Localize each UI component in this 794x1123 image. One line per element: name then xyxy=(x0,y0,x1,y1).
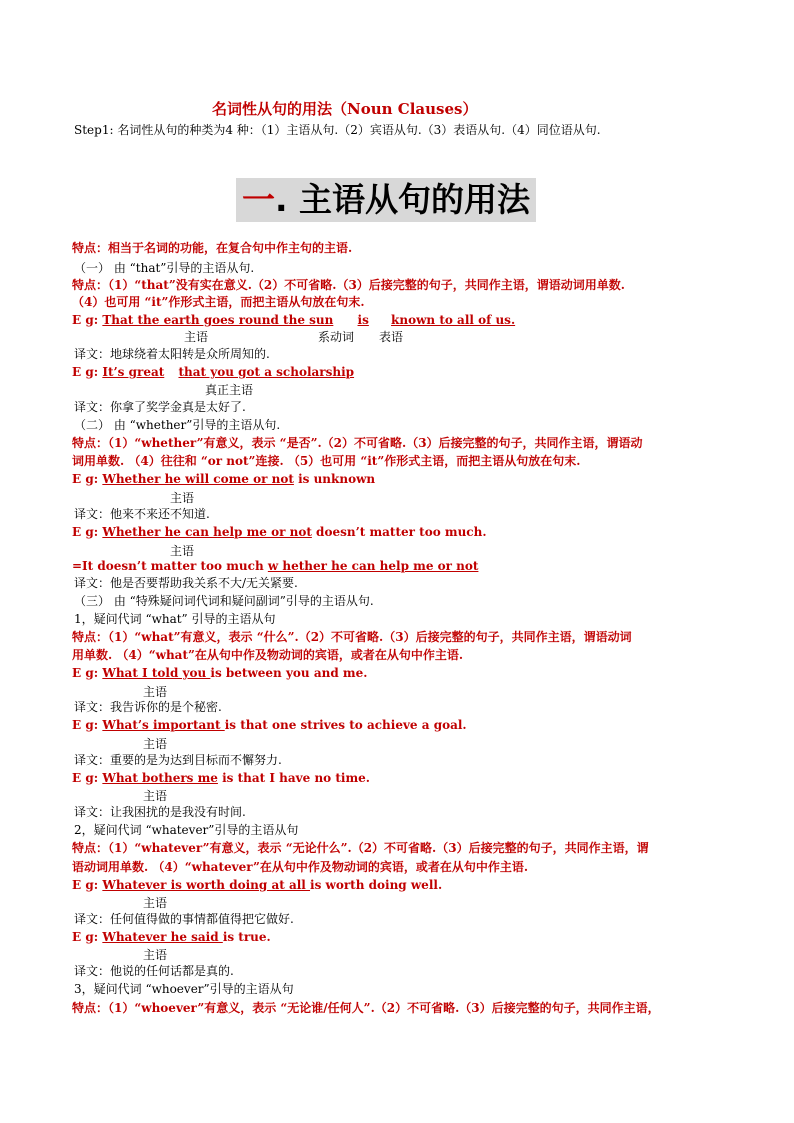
eg-label: E g: xyxy=(72,718,99,732)
label-subject: 主语 xyxy=(143,789,168,803)
section-banner xyxy=(236,178,536,222)
example-sentence xyxy=(72,718,467,733)
sentence-rest: is that I have no time. xyxy=(217,771,370,785)
eg-label: E g: xyxy=(72,525,99,539)
clause-subject: What I told you xyxy=(102,666,211,680)
example-sentence xyxy=(72,666,367,681)
translation: 译文：地球绕着太阳转是众所周知的. xyxy=(74,347,270,361)
label-real-subject: 真正主语 xyxy=(205,383,254,397)
sentence-rest: is unknown xyxy=(293,472,376,486)
translation: 译文：他来不来还不知道. xyxy=(74,507,210,521)
banner-text: . 主语从句的用法 xyxy=(275,180,531,219)
clause-subject: Whatever he said xyxy=(102,930,223,944)
label-subject: 主语 xyxy=(143,685,168,699)
clause-subject: w hether he can help me or not xyxy=(267,559,479,573)
clause-subject: Whatever is worth doing at all xyxy=(102,878,311,892)
banner-number: 一 xyxy=(242,180,275,219)
sentence-pre: =It doesn’t matter too much xyxy=(72,559,268,573)
part1-heading: （一） 由 “that”引导的主语从句. xyxy=(74,261,255,275)
example-sentence xyxy=(72,771,370,786)
part1-feature-1: 特点：（1）“that”没有实在意义.（2）不可省略.（3）后接完整的句子，共同作主语，谓语动词用单数. xyxy=(72,278,625,292)
page-title: 名词性从句的用法（Noun Clauses） xyxy=(212,100,478,118)
clause-linking-verb: is xyxy=(357,313,369,327)
subsection-whoever: 3，疑问代词 “whoever”引导的主语从句 xyxy=(74,982,294,996)
clause-text: It’s great xyxy=(102,365,165,379)
whoever-feature-1: 特点：（1）“whoever”有意义，表示 “无论谁/任何人”.（2）不可省略.（3）后接完整的句子，共同作主语， xyxy=(72,1001,660,1015)
what-feature-2: 用单数. （4）“what”在从句中作及物动词的宾语，或者在从句中作主语. xyxy=(72,648,464,662)
part3-heading: （三） 由 “特殊疑问词代词和疑问副词”引导的主语从句. xyxy=(74,594,374,608)
part2-feature-1: 特点：（1）“whether”有意义，表示 “是否”.（2）不可省略.（3）后接完整的句子，共同作主语，谓语动 xyxy=(72,436,643,450)
equivalent-sentence xyxy=(72,559,478,574)
eg-label: E g: xyxy=(72,666,99,680)
translation: 译文：重要的是为达到目标而不懈努力. xyxy=(74,753,282,767)
example-sentence xyxy=(72,878,442,893)
clause-predicative: known to all of us. xyxy=(391,313,516,327)
label-subject: 主语 xyxy=(170,491,195,505)
translation: 译文：任何值得做的事情都值得把它做好. xyxy=(74,912,294,926)
example-sentence xyxy=(72,313,515,328)
eg-label: E g: xyxy=(72,878,99,892)
label-subject: 主语 xyxy=(143,737,168,751)
sentence-rest: is that one strives to achieve a goal. xyxy=(224,718,467,732)
subsection-what: 1，疑问代词 “what” 引导的主语从句 xyxy=(74,612,276,626)
part2-heading: （二） 由 “whether”引导的主语从句. xyxy=(74,418,281,432)
eg-label: E g: xyxy=(72,930,99,944)
part2-feature-2: 词用单数. （4）往往和 “or not”连接. （5）也可用 “it”作形式主语，而把主语从句放在句末. xyxy=(72,454,581,468)
subsection-whatever: 2，疑问代词 “whatever”引导的主语从句 xyxy=(74,823,299,837)
example-sentence xyxy=(72,930,271,945)
part1-feature-2: （4）也可用 “it”作形式主语，而把主语从句放在句末. xyxy=(72,295,365,309)
clause-subject: What bothers me xyxy=(102,771,218,785)
clause-subject: Whether he can help me or not xyxy=(102,525,312,539)
label-predicative: 表语 xyxy=(379,330,404,344)
sentence-rest: is worth doing well. xyxy=(310,878,443,892)
translation: 译文：他是否要帮助我关系不大/无关紧要. xyxy=(74,576,298,590)
translation: 译文：他说的任何话都是真的. xyxy=(74,964,234,978)
sentence-rest: doesn’t matter too much. xyxy=(311,525,487,539)
example-sentence xyxy=(72,365,354,380)
label-subject: 主语 xyxy=(143,948,168,962)
label-subject: 主语 xyxy=(143,896,168,910)
sentence-rest: is between you and me. xyxy=(210,666,368,680)
whatever-feature-1: 特点：（1）“whatever”有意义，表示 “无论什么”.（2）不可省略.（3）后接完整的句子，共同作主语，谓 xyxy=(72,841,649,855)
label-subject: 主语 xyxy=(184,330,209,344)
what-feature-1: 特点：（1）“what”有意义，表示 “什么”.（2）不可省略.（3）后接完整的句子，共同作主语，谓语动词 xyxy=(72,630,632,644)
eg-label: E g: xyxy=(72,472,99,486)
label-linking-verb: 系动词 xyxy=(318,330,355,344)
whatever-feature-2: 语动词用单数. （4）“whatever”在从句中作及物动词的宾语，或者在从句中作主语. xyxy=(72,860,529,874)
label-subject: 主语 xyxy=(170,544,195,558)
translation: 译文：你拿了奖学金真是太好了. xyxy=(74,400,246,414)
sentence-rest: is true. xyxy=(222,930,271,944)
eg-label: E g: xyxy=(72,771,99,785)
clause-real-subject: that you got a scholarship xyxy=(178,365,355,379)
clause-subject: Whether he will come or not xyxy=(102,472,294,486)
eg-label: E g: xyxy=(72,313,99,327)
eg-label: E g: xyxy=(72,365,99,379)
translation: 译文：让我困扰的是我没有时间. xyxy=(74,805,246,819)
step1-text: Step1: 名词性从句的种类为4 种：（1）主语从句.（2）宾语从句.（3）表语从句.（4）同位语从句. xyxy=(74,123,601,137)
section-feature: 特点：相当于名词的功能，在复合句中作主句的主语. xyxy=(72,241,353,255)
clause-subject: What’s important xyxy=(102,718,225,732)
example-sentence xyxy=(72,472,375,487)
example-sentence xyxy=(72,525,487,540)
translation: 译文：我告诉你的是个秘密. xyxy=(74,700,222,714)
clause-subject: That the earth goes round the sun xyxy=(102,313,334,327)
